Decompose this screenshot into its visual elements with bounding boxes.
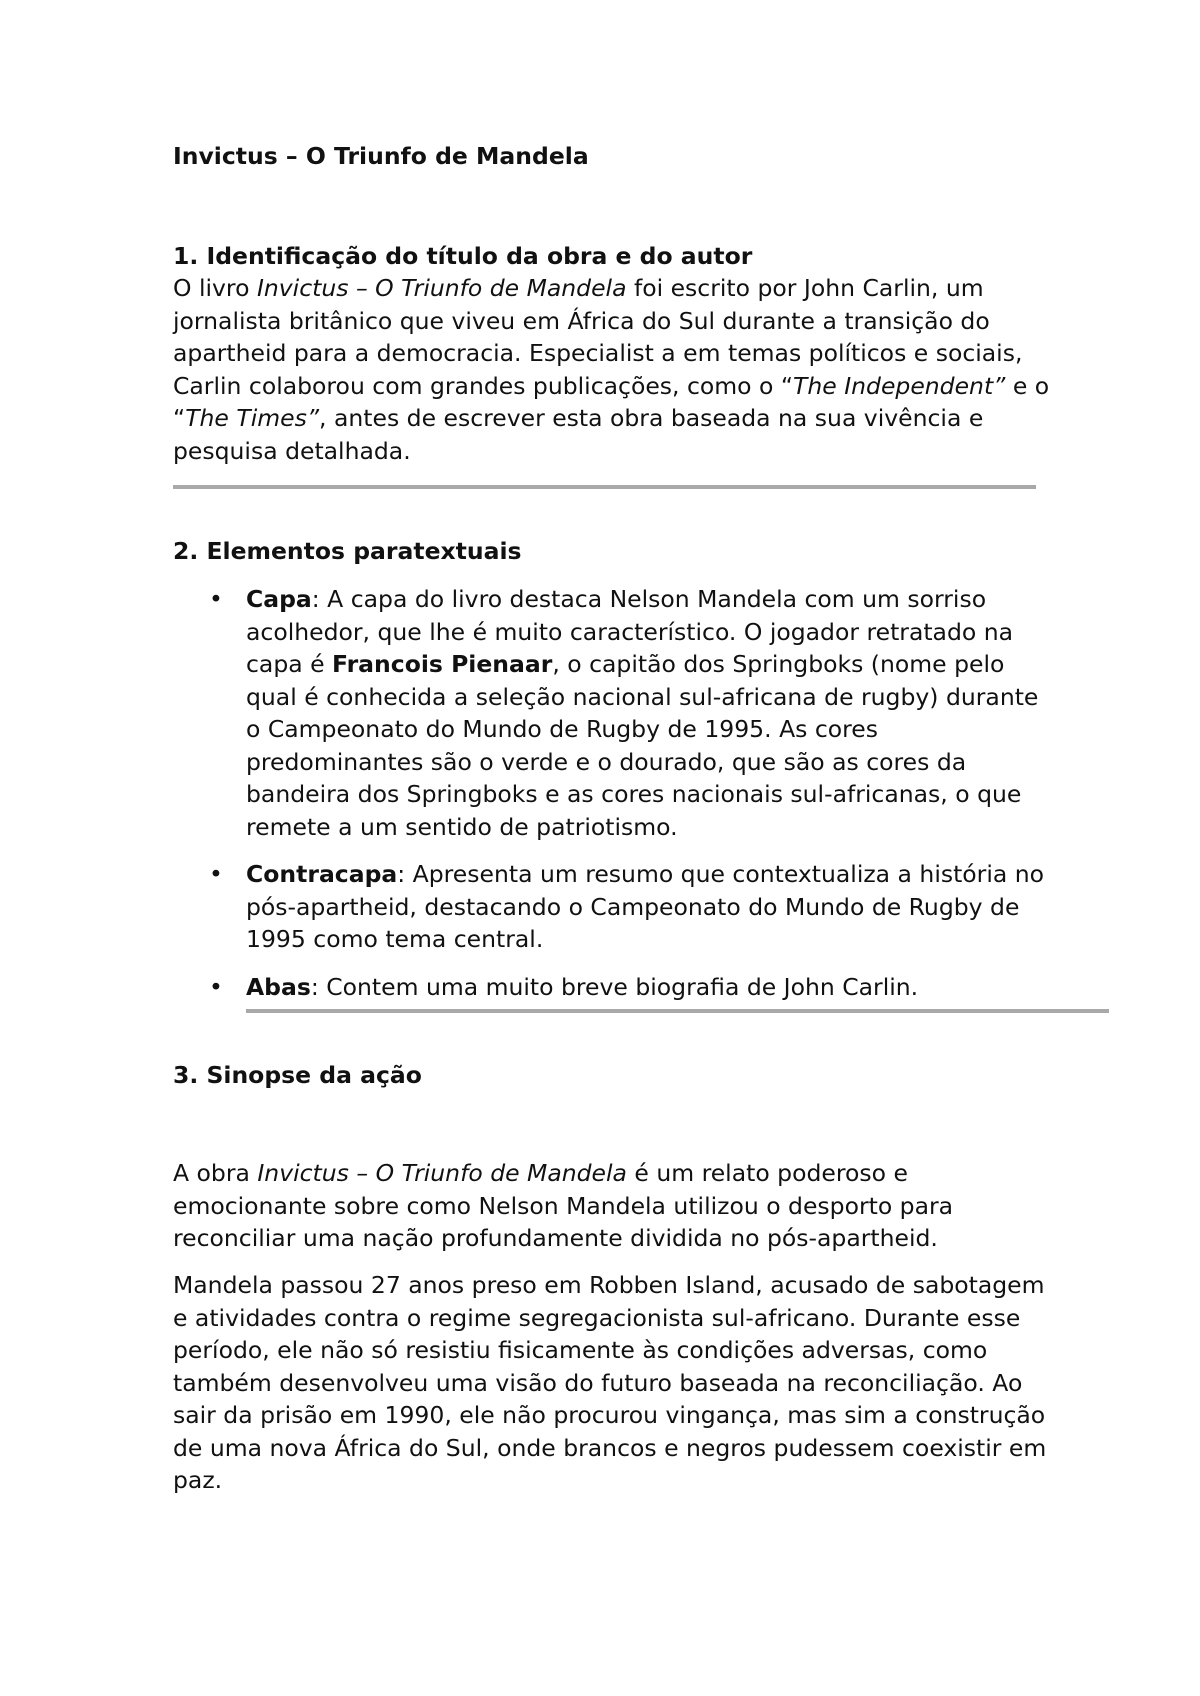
list-item-text: : Apresenta um resumo que contextualiza a história no pós-apartheid, destacando o Campeonato do Mundo de Rugby de 1995 como tema central. (246, 860, 1045, 953)
document-title: Invictus – O Triunfo de Mandela (173, 142, 589, 170)
text-run: é um relato poderoso e emocionante sobre como Nelson Mandela utilizou o desporto para reconciliar uma nação profundamente dividida no pós-apartheid. (173, 1159, 954, 1252)
section-paragraph-identification (173, 272, 1053, 467)
section-heading-synopsis: 3. Sinopse da ação (173, 1061, 422, 1089)
list-item-text: , o capitão dos Springboks (nome pelo qual é conhecida a seleção nacional sul-africana de rugby) durante o Campeonato do Mundo de Rugby de 1995. As cores predominantes são o verde e o dourado, que são as cores da bandeira dos Springboks e as cores nacionais sul-africanas, o que remete a um sentido de patriotismo. (246, 650, 1039, 841)
text-run: e o “ (173, 371, 1050, 432)
text-run: O livro (173, 274, 257, 302)
text-run: A obra (173, 1159, 258, 1187)
list-item-text: : A capa do livro destaca Nelson Mandela com um sorriso acolhedor, que lhe é muito característico. O jogador retratado na capa é (246, 585, 1014, 678)
text-run: , antes de escrever esta obra baseada na sua vivência e pesquisa detalhada. (173, 404, 984, 465)
bullet-icon: • (209, 585, 223, 613)
text-run: foi escrito por John Carlin, um jornalista britânico que viveu em África do Sul durante a transição do apartheid para a democracia. Especialist a em temas políticos e sociais, Carlin colaborou com grandes publicações, como o “ (173, 274, 1023, 400)
section-heading-paratextual: 2. Elementos paratextuais (173, 537, 522, 565)
horizontal-rule (246, 1009, 1109, 1013)
book-title-italic: Invictus – O Triunfo de Mandela (256, 274, 627, 302)
horizontal-rule (173, 485, 1036, 489)
section-heading-identification: 1. Identificação do título da obra e do autor (173, 242, 753, 270)
publication-name-italic: The Independent” (793, 371, 1006, 400)
list-item-text: : Contem uma muito breve biografia de John Carlin. (310, 972, 919, 1001)
synopsis-paragraph: Mandela passou 27 anos preso em Robben Island, acusado de sabotagem e atividades contra o regime segregacionista sul-africano. Durante esse período, ele não só resistiu fisicamente às condições adversas, como também desenvolveu uma visão do futuro baseada na reconciliação. Ao sair da prisão em 1990, ele não procurou vingança, mas sim a construção de uma nova África do Sul, onde brancos e negros pudessem coexistir em paz. (173, 1271, 1047, 1494)
list-item-label: Contracapa (246, 860, 398, 888)
list-item-abas (173, 971, 1053, 1004)
player-name-bold: Francois Pienaar (332, 650, 553, 678)
bullet-icon: • (209, 860, 223, 888)
list-item-label: Capa (246, 585, 312, 613)
list-item-contracapa (173, 858, 1053, 956)
publication-name-italic: The Times” (185, 404, 320, 432)
list-item-label: Abas (246, 972, 311, 1001)
synopsis-paragraph (173, 1157, 1053, 1255)
book-title-italic: Invictus – O Triunfo de Mandela (257, 1159, 627, 1187)
bullet-icon: • (209, 972, 223, 1001)
paratextual-list (173, 583, 1053, 1018)
list-item-capa (173, 583, 1053, 843)
